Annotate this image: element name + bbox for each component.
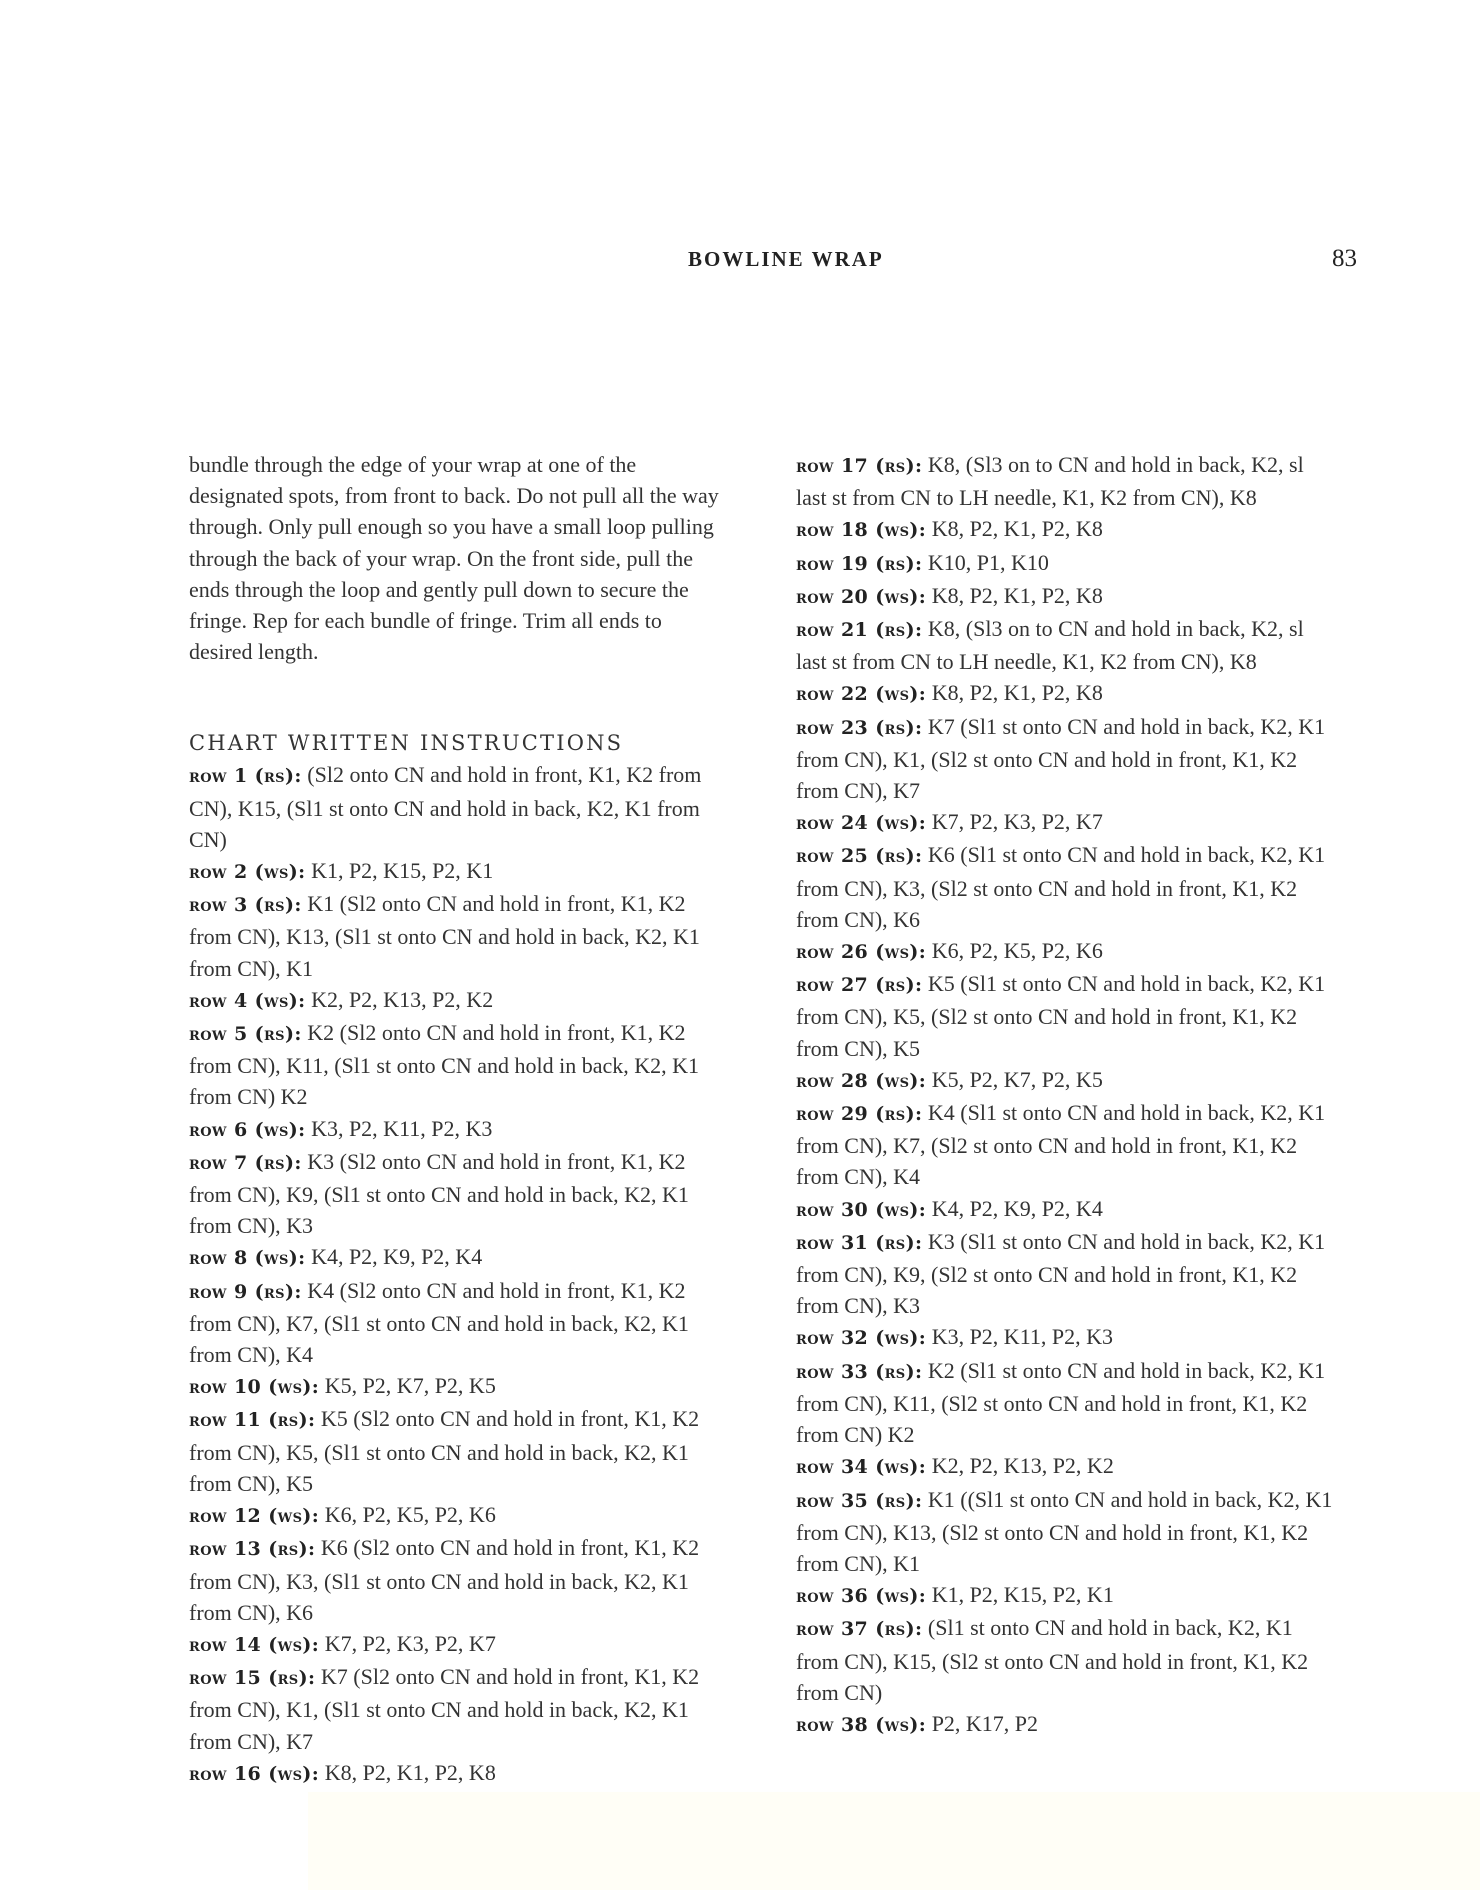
row-text: (Sl1 st onto CN and hold in back, K2, K1 from CN), K15, (Sl2 st onto CN and hold in front, K1, K2 from CN) <box>796 1615 1309 1705</box>
row-label: row 19 (rs): <box>796 552 923 575</box>
row-text: K3, P2, K11, P2, K3 <box>931 1324 1114 1350</box>
row-label: row 1 (rs): <box>189 765 302 788</box>
row-label: row 25 (rs): <box>796 845 923 868</box>
row-text: K8, P2, K1, P2, K8 <box>931 516 1103 542</box>
row-label: row 20 (ws): <box>796 585 927 608</box>
instruction-row <box>796 1708 1336 1741</box>
instruction-row <box>796 968 1336 1064</box>
instruction-row <box>796 1226 1336 1322</box>
row-text: K1 ((Sl1 st onto CN and hold in back, K2, K1 from CN), K13, (Sl2 st onto CN and hold in front, K1, K2 from CN), K1 <box>796 1486 1333 1576</box>
instruction-row <box>189 1661 729 1757</box>
row-text: K5 (Sl1 st onto CN and hold in back, K2, K1 from CN), K5, (Sl2 st onto CN and hold in front, K1, K2 from CN), K5 <box>796 971 1326 1061</box>
row-text: K5 (Sl2 onto CN and hold in front, K1, K2 from CN), K5, (Sl1 st onto CN and hold in back, K2, K1 from CN), K5 <box>189 1406 700 1496</box>
row-label: row 36 (ws): <box>796 1585 927 1608</box>
instruction-row <box>796 1355 1336 1451</box>
left-column <box>189 449 729 1790</box>
row-text: K2 (Sl1 st onto CN and hold in back, K2, K1 from CN), K11, (Sl2 st onto CN and hold in front, K1, K2 from CN) K2 <box>796 1357 1326 1448</box>
row-label: row 8 (ws): <box>189 1247 306 1270</box>
row-text: K5, P2, K7, P2, K5 <box>931 1066 1103 1092</box>
row-text: K8, (Sl3 on to CN and hold in back, K2, sl last st from CN to LH needle, K1, K2 from CN), K8 <box>796 616 1304 675</box>
row-text: K2 (Sl2 onto CN and hold in front, K1, K2 from CN), K11, (Sl1 st onto CN and hold in back, K2, K1 from CN) K2 <box>189 1020 700 1110</box>
instruction-row <box>189 1403 729 1499</box>
row-text: K7 (Sl1 st onto CN and hold in back, K2, K1 from CN), K1, (Sl2 st onto CN and hold in front, K1, K2 from CN), K7 <box>796 713 1326 804</box>
row-label: row 34 (ws): <box>796 1456 927 1479</box>
row-text: K8, P2, K1, P2, K8 <box>931 680 1103 706</box>
row-label: row 10 (ws): <box>189 1376 320 1399</box>
row-label: row 7 (rs): <box>189 1151 302 1174</box>
instruction-row <box>796 547 1336 580</box>
row-label: row 27 (rs): <box>796 974 923 997</box>
row-label: row 16 (ws): <box>189 1762 320 1785</box>
section-heading: CHART WRITTEN INSTRUCTIONS <box>189 731 624 756</box>
row-text: K5, P2, K7, P2, K5 <box>324 1373 496 1399</box>
row-label: row 15 (rs): <box>189 1667 316 1690</box>
row-text: K8, P2, K1, P2, K8 <box>931 582 1103 608</box>
instruction-row <box>796 806 1336 839</box>
instruction-row <box>189 1499 729 1532</box>
row-text: K3 (Sl2 onto CN and hold in front, K1, K2 from CN), K9, (Sl1 st onto CN and hold in back, K2, K1 from CN), K3 <box>189 1148 689 1239</box>
row-label: row 23 (rs): <box>796 716 923 739</box>
row-label: row 30 (ws): <box>796 1198 927 1221</box>
page-number: 83 <box>1332 245 1357 272</box>
row-text: K4 (Sl2 onto CN and hold in front, K1, K2 from CN), K7, (Sl1 st onto CN and hold in back, K2, K1 from CN), K4 <box>189 1277 689 1368</box>
row-label: row 31 (rs): <box>796 1231 923 1254</box>
row-label: row 37 (rs): <box>796 1618 923 1641</box>
row-text: K6, P2, K5, P2, K6 <box>931 938 1103 964</box>
instruction-row <box>189 1146 729 1242</box>
instruction-row <box>189 1275 729 1371</box>
row-text: K4, P2, K9, P2, K4 <box>931 1195 1103 1221</box>
row-label: row 28 (ws): <box>796 1069 927 1092</box>
instruction-row <box>796 1321 1336 1354</box>
row-text: K6, P2, K5, P2, K6 <box>324 1502 496 1528</box>
row-text: K7, P2, K3, P2, K7 <box>324 1630 496 1656</box>
instruction-row <box>796 1064 1336 1097</box>
row-text: K8, P2, K1, P2, K8 <box>324 1759 496 1785</box>
instruction-row <box>189 1757 729 1790</box>
row-label: row 33 (rs): <box>796 1360 923 1383</box>
instruction-row <box>796 1612 1336 1708</box>
instruction-row <box>796 711 1336 807</box>
row-text: K7 (Sl2 onto CN and hold in front, K1, K2 from CN), K1, (Sl1 st onto CN and hold in back, K2, K1 from CN), K7 <box>189 1664 700 1754</box>
row-text: K1, P2, K15, P2, K1 <box>311 858 494 884</box>
row-label: row 13 (rs): <box>189 1538 316 1561</box>
instruction-row <box>796 935 1336 968</box>
row-label: row 5 (rs): <box>189 1023 302 1046</box>
instruction-row <box>189 1628 729 1661</box>
row-text: (Sl2 onto CN and hold in front, K1, K2 from CN), K15, (Sl1 st onto CN and hold in back, K2, K1 from CN) <box>189 762 702 852</box>
row-text: K8, (Sl3 on to CN and hold in back, K2, sl last st from CN to LH needle, K1, K2 from CN), K8 <box>796 452 1304 511</box>
instruction-row <box>189 984 729 1017</box>
row-text: K2, P2, K13, P2, K2 <box>311 986 494 1012</box>
row-label: row 9 (rs): <box>189 1280 302 1303</box>
row-label: row 24 (ws): <box>796 812 927 835</box>
row-label: row 21 (rs): <box>796 619 923 642</box>
instruction-row <box>796 1484 1336 1580</box>
instruction-row <box>796 1579 1336 1612</box>
row-label: row 29 (rs): <box>796 1103 923 1126</box>
row-label: row 35 (rs): <box>796 1489 923 1512</box>
running-title: BOWLINE WRAP <box>688 247 884 271</box>
intro-paragraph: bundle through the edge of your wrap at one of the designated spots, from front to back. Do not pull all the way through. Only pull enough so you have a small loop pulling through the back of your wrap. On the front side, pull the ends through the loop and gently pull down to secure the fringe. Rep for each bundle of fringe. Trim all ends to desired length. <box>189 452 719 665</box>
row-text: K2, P2, K13, P2, K2 <box>931 1453 1114 1479</box>
instruction-row <box>796 613 1336 677</box>
left-instruction-list <box>189 759 729 1790</box>
instruction-row <box>796 449 1336 513</box>
instruction-row <box>189 888 729 984</box>
row-text: K1 (Sl2 onto CN and hold in front, K1, K2 from CN), K13, (Sl1 st onto CN and hold in back, K2, K1 from CN), K1 <box>189 891 700 981</box>
row-text: K6 (Sl1 st onto CN and hold in back, K2, K1 from CN), K3, (Sl2 st onto CN and hold in front, K1, K2 from CN), K6 <box>796 842 1326 932</box>
row-text: K4, P2, K9, P2, K4 <box>311 1244 483 1270</box>
row-label: row 22 (ws): <box>796 683 927 706</box>
row-label: row 14 (ws): <box>189 1633 320 1656</box>
row-text: K3 (Sl1 st onto CN and hold in back, K2, K1 from CN), K9, (Sl2 st onto CN and hold in front, K1, K2 from CN), K3 <box>796 1228 1326 1319</box>
instruction-row <box>796 580 1336 613</box>
instruction-row <box>796 677 1336 710</box>
row-label: row 4 (ws): <box>189 989 306 1012</box>
instruction-row <box>189 1241 729 1274</box>
instruction-row <box>189 855 729 888</box>
row-text: P2, K17, P2 <box>931 1710 1039 1736</box>
row-text: K7, P2, K3, P2, K7 <box>931 809 1103 835</box>
right-column <box>796 449 1336 1741</box>
row-text: K1, P2, K15, P2, K1 <box>931 1582 1114 1608</box>
instruction-row <box>189 1532 729 1628</box>
row-text: K6 (Sl2 onto CN and hold in front, K1, K2 from CN), K3, (Sl1 st onto CN and hold in back, K2, K1 from CN), K6 <box>189 1535 700 1625</box>
row-label: row 3 (rs): <box>189 894 302 917</box>
row-label: row 2 (ws): <box>189 861 306 884</box>
row-label: row 38 (ws): <box>796 1713 927 1736</box>
row-label: row 26 (ws): <box>796 941 927 964</box>
row-label: row 12 (ws): <box>189 1505 320 1528</box>
instruction-row <box>189 1370 729 1403</box>
row-label: row 6 (ws): <box>189 1118 306 1141</box>
page-bottom-tint <box>308 1792 1480 1890</box>
right-instruction-list <box>796 449 1336 1741</box>
instruction-row <box>189 1113 729 1146</box>
row-label: row 32 (ws): <box>796 1327 927 1350</box>
instruction-row <box>189 1017 729 1113</box>
row-label: row 17 (rs): <box>796 455 923 477</box>
instruction-row <box>796 1193 1336 1226</box>
instruction-row <box>796 839 1336 935</box>
instruction-row <box>796 513 1336 546</box>
row-text: K4 (Sl1 st onto CN and hold in back, K2, K1 from CN), K7, (Sl2 st onto CN and hold in front, K1, K2 from CN), K4 <box>796 1100 1326 1190</box>
instruction-row <box>796 1097 1336 1193</box>
instruction-row <box>189 759 729 855</box>
row-text: K3, P2, K11, P2, K3 <box>311 1115 493 1141</box>
row-label: row 18 (ws): <box>796 519 927 542</box>
row-label: row 11 (rs): <box>189 1409 316 1432</box>
instruction-row <box>796 1450 1336 1483</box>
row-text: K10, P1, K10 <box>927 549 1049 575</box>
